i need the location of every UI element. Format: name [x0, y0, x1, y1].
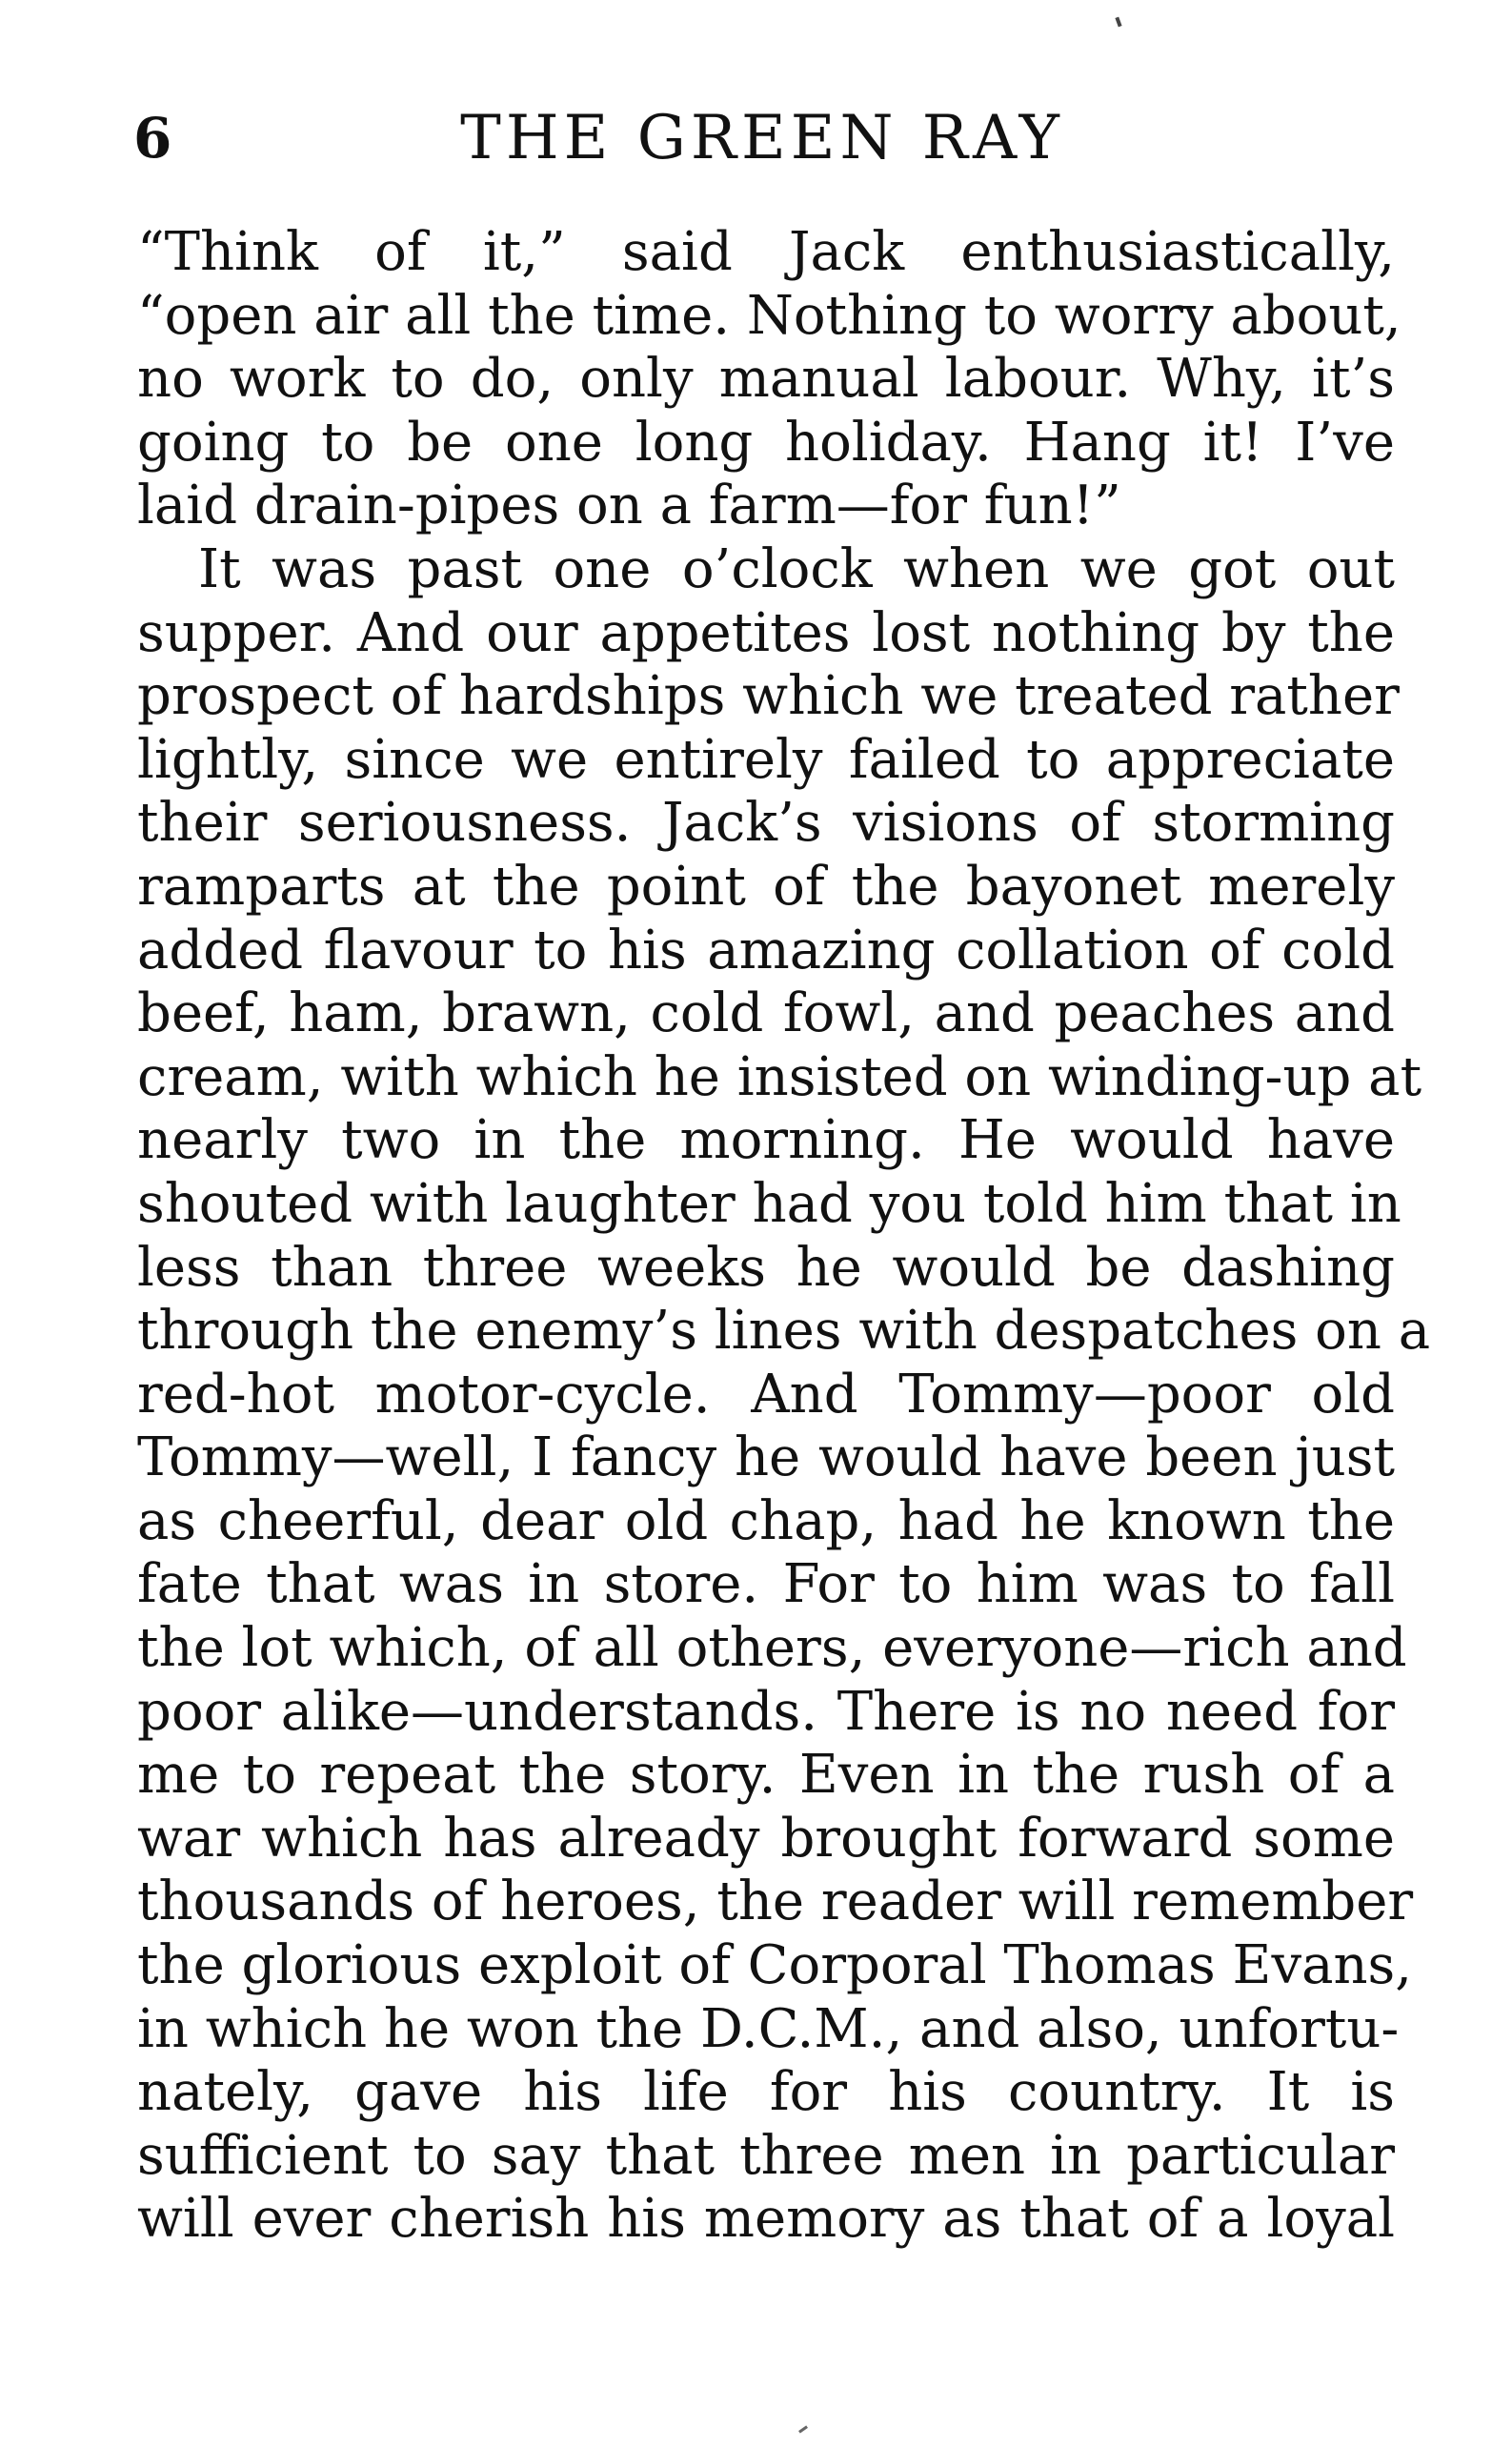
- text-line: through the enemy’s lines with despatches on a: [137, 1300, 1431, 1363]
- page-number: 6: [133, 106, 172, 171]
- text-line: the glorious exploit of Corporal Thomas Evans,: [137, 1934, 1413, 1997]
- text-line: shouted with laughter had you told him that in: [137, 1172, 1401, 1235]
- text-line: lightly, since we entirely failed to appreciate: [137, 728, 1395, 791]
- text-line: laid drain-pipes on a farm—for fun!”: [137, 475, 1121, 537]
- text-line: me to repeat the story. Even in the rush of a: [137, 1744, 1395, 1807]
- text-line: prospect of hardships which we treated rather: [137, 665, 1400, 728]
- text-line: going to be one long holiday. Hang it! I’ve: [137, 411, 1395, 474]
- text-line: sufficient to say that three men in particular: [137, 2124, 1395, 2187]
- text-line: supper. And our appetites lost nothing by the: [137, 601, 1395, 664]
- text-line: as cheerful, dear old chap, had he known the: [137, 1489, 1395, 1552]
- text-line: nately, gave his life for his country. It is: [137, 2061, 1395, 2124]
- text-line: less than three weeks he would be dashing: [137, 1236, 1395, 1299]
- body-text: [137, 221, 1431, 2252]
- text-line: the lot which, of all others, everyone—rich and: [137, 1617, 1407, 1680]
- text-line: war which has already brought forward some: [137, 1807, 1395, 1870]
- running-title: THE GREEN RAY: [460, 103, 1064, 173]
- text-line: red-hot motor-cycle. And Tommy—poor old: [137, 1363, 1395, 1426]
- text-line: will ever cherish his memory as that of a loyal: [137, 2188, 1395, 2251]
- print-speck: [1115, 17, 1121, 28]
- text-line: their seriousness. Jack’s visions of storming: [137, 792, 1395, 855]
- text-line: ramparts at the point of the bayonet merely: [137, 855, 1395, 918]
- print-speck: [798, 2425, 808, 2433]
- text-line: poor alike—understands. There is no need for: [137, 1680, 1395, 1743]
- text-line: no work to do, only manual labour. Why, it’s: [137, 348, 1395, 411]
- text-line: thousands of heroes, the reader will remember: [137, 1871, 1414, 1933]
- text-line: in which he won the D.C.M., and also, unfortu-: [137, 1997, 1400, 2060]
- text-line: fate that was in store. For to him was to fall: [137, 1553, 1395, 1616]
- text-line: beef, ham, brawn, cold fowl, and peaches and: [137, 982, 1395, 1045]
- text-line: “Think of it,” said Jack enthusiastically,: [137, 221, 1395, 283]
- text-line: Tommy—well, I fancy he would have been just: [137, 1426, 1395, 1489]
- text-line: nearly two in the morning. He would have: [137, 1109, 1395, 1172]
- text-line: added flavour to his amazing collation of cold: [137, 919, 1395, 981]
- text-line: “open air all the time. Nothing to worry about,: [137, 284, 1401, 347]
- text-line: cream, with which he insisted on winding-up at: [137, 1045, 1422, 1108]
- text-line: It was past one o’clock when we got out: [198, 537, 1395, 600]
- page-header: [133, 95, 1391, 181]
